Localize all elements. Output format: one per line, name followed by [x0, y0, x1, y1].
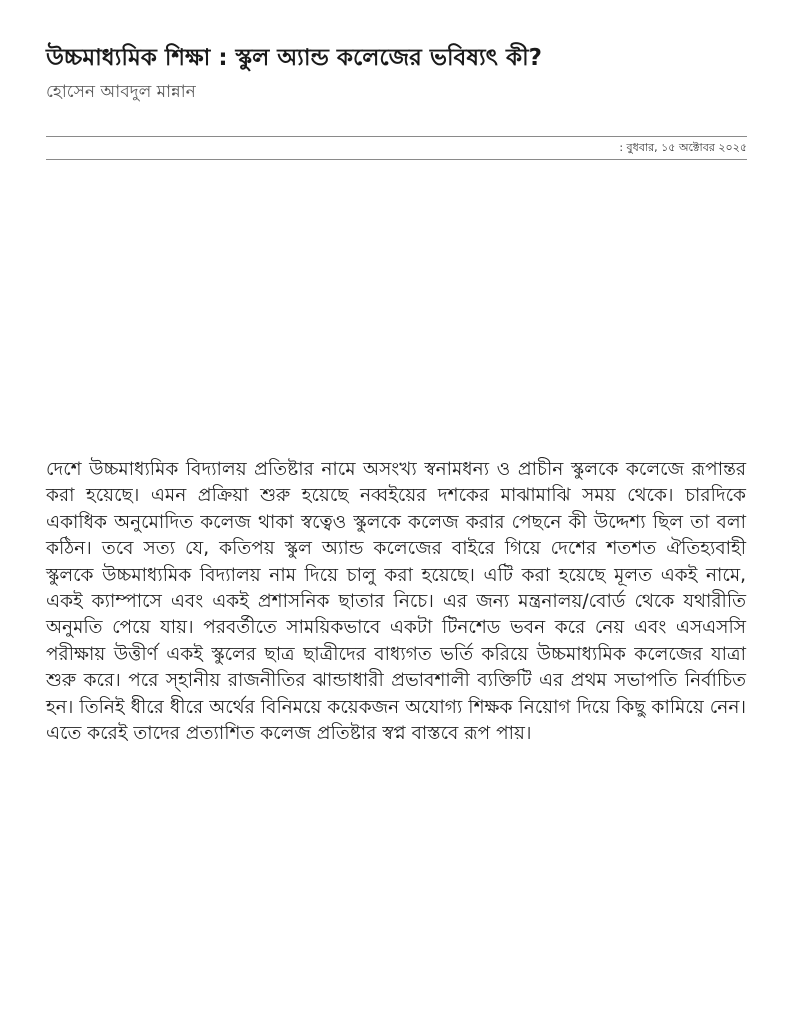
article-body: দেশে উচ্চমাধ্যমিক বিদ্যালয় প্রতিষ্টার নামে অসংখ্য স্বনামধন্য ও প্রাচীন স্কুলকে কলেজে রূপান্তর করা হয়েছে। এমন প্রক্রিয়া শুরু হয়েছে নব্বইয়ের দশকের মাঝামাঝি সময় থেকে। চারদিকে একাধিক অনুমোদিত কলেজ থাকা স্বত্বেও স্কুলকে কলেজ করার পেছনে কী উদ্দেশ্য ছিল তা বলা কঠিন। তবে সত্য যে, কতিপয় স্কুল অ্যান্ড কলেজের বাইরে গিয়ে দেশের শতশত ঐতিহ্যবাহী স্কুলকে উচ্চমাধ্যমিক বিদ্যালয় নাম দিয়ে চালু করা হয়েছে। এটি করা হয়েছে মূলত একই নামে, একই ক্যাম্পাসে এবং একই প্রশাসনিক ছাতার নিচে। এর জন্য মন্ত্রনালয়/বোর্ড থেকে যথারীতি অনুমতি পেয়ে যায়। পরবর্তীতে সাময়িকভাবে একটা টিনশেড ভবন করে নেয় এবং এসএসসি পরীক্ষায় উত্তীর্ণ একই স্কুলের ছাত্র ছাত্রীদের বাধ্যগত ভর্তি করিয়ে উচ্চমাধ্যমিক কলেজের যাত্রা শুরু করে। পরে স্হানীয় রাজনীতির ঝান্ডাধারী প্রভাবশালী ব্যক্তিটি এর প্রথম সভাপতি নির্বাচিত হন। তিনিই ধীরে ধীরে অর্থের বিনিময়ে কয়েকজন অযোগ্য শিক্ষক নিয়োগ দিয়ে কিছু কামিয়ে নেন। এতে করেই তাদের প্রত্যাশিত কলেজ প্রতিষ্টার স্বপ্ন বাস্তবে রূপ পায়। [46, 459, 746, 745]
article-headline: উচ্চমাধ্যমিক শিক্ষা : স্কুল অ্যান্ড কলেজের ভবিষ্যৎ কী? [46, 45, 542, 71]
dateline-rule-bottom [46, 159, 747, 160]
dateline-rule-top [46, 136, 747, 137]
article-date: : বুধবার, ১৫ অক্টোবর ২০২৫ [619, 141, 747, 154]
image-placeholder-area [46, 170, 747, 440]
article-author: হোসেন আবদুল মান্নান [46, 82, 196, 102]
